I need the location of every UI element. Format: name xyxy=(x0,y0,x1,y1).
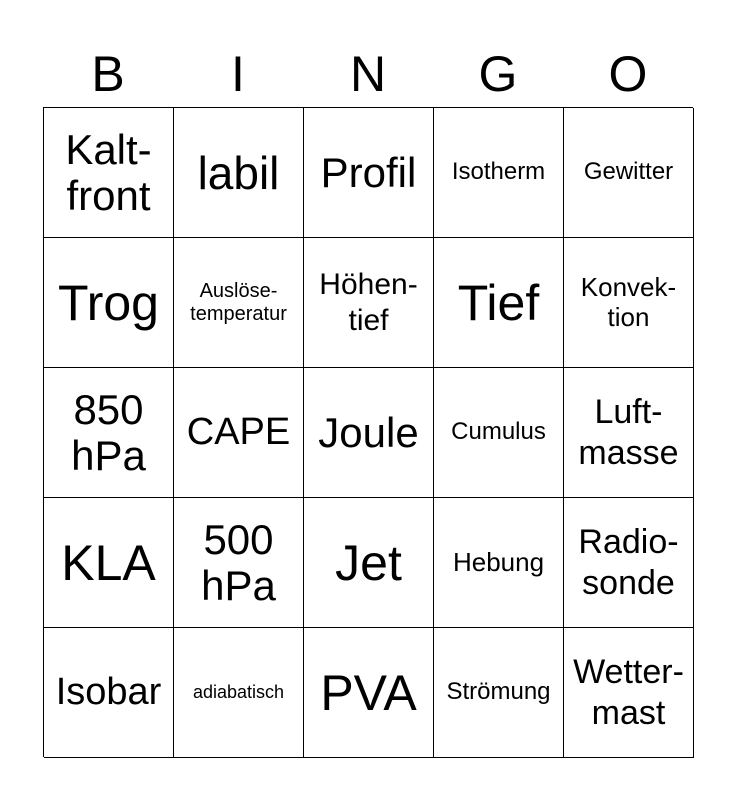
bingo-cell[interactable] xyxy=(434,628,564,758)
bingo-cell[interactable] xyxy=(434,368,564,498)
bingo-cell[interactable] xyxy=(564,368,694,498)
cell-label: Hebung xyxy=(452,546,545,577)
header-letter-i: I xyxy=(231,46,245,102)
bingo-cell[interactable] xyxy=(44,108,174,238)
bingo-cell[interactable] xyxy=(564,238,694,368)
bingo-cell[interactable] xyxy=(44,628,174,758)
cell-label: 500 hPa xyxy=(201,516,276,609)
bingo-cell[interactable] xyxy=(44,368,174,498)
cell-label: Joule xyxy=(318,408,419,456)
bingo-cell[interactable] xyxy=(304,108,434,238)
bingo-cell[interactable] xyxy=(44,498,174,628)
cell-label: Strömung xyxy=(446,678,551,706)
bingo-cell[interactable] xyxy=(564,628,694,758)
bingo-cell[interactable] xyxy=(304,238,434,368)
bingo-cell[interactable] xyxy=(434,238,564,368)
bingo-cell[interactable] xyxy=(304,498,434,628)
bingo-header xyxy=(43,40,693,108)
cell-label: CAPE xyxy=(186,410,291,453)
bingo-cell[interactable] xyxy=(434,498,564,628)
cell-label: PVA xyxy=(320,664,417,721)
bingo-cell[interactable] xyxy=(304,628,434,758)
cell-label: Wetter- mast xyxy=(573,653,684,732)
bingo-cell[interactable] xyxy=(44,238,174,368)
cell-label: Jet xyxy=(335,534,402,591)
cell-label: Radio- sonde xyxy=(578,523,679,602)
header-letter-o: O xyxy=(608,46,648,102)
cell-label: adiabatisch xyxy=(192,681,285,702)
bingo-cell[interactable] xyxy=(564,498,694,628)
cell-label: Isotherm xyxy=(451,158,546,186)
bingo-board xyxy=(43,107,693,757)
cell-label: KLA xyxy=(61,534,156,591)
header-letter-b: B xyxy=(91,46,125,102)
cell-label: Luft- masse xyxy=(578,393,679,472)
cell-label: Auslöse- temperatur xyxy=(190,280,287,325)
bingo-cell[interactable] xyxy=(174,238,304,368)
cell-label: Gewitter xyxy=(583,158,674,186)
bingo-cell[interactable] xyxy=(434,108,564,238)
cell-label: Cumulus xyxy=(451,418,546,446)
cell-label: Trog xyxy=(58,274,159,331)
cell-label: Tief xyxy=(457,274,540,331)
bingo-cell[interactable] xyxy=(174,498,304,628)
bingo-cell[interactable] xyxy=(174,368,304,498)
cell-label: Höhen- tief xyxy=(319,267,418,337)
bingo-cell[interactable] xyxy=(174,628,304,758)
cell-label: Konvek- tion xyxy=(580,272,677,332)
bingo-cell[interactable] xyxy=(564,108,694,238)
header-letter-n: N xyxy=(349,46,387,102)
header-letter-g: G xyxy=(478,46,518,102)
bingo-cell[interactable] xyxy=(174,108,304,238)
cell-label: labil xyxy=(197,146,280,199)
cell-label: Isobar xyxy=(55,670,162,713)
cell-label: Kalt- front xyxy=(65,126,152,219)
cell-label: 850 hPa xyxy=(71,386,146,479)
bingo-cell[interactable] xyxy=(304,368,434,498)
cell-label: Profil xyxy=(320,148,417,196)
